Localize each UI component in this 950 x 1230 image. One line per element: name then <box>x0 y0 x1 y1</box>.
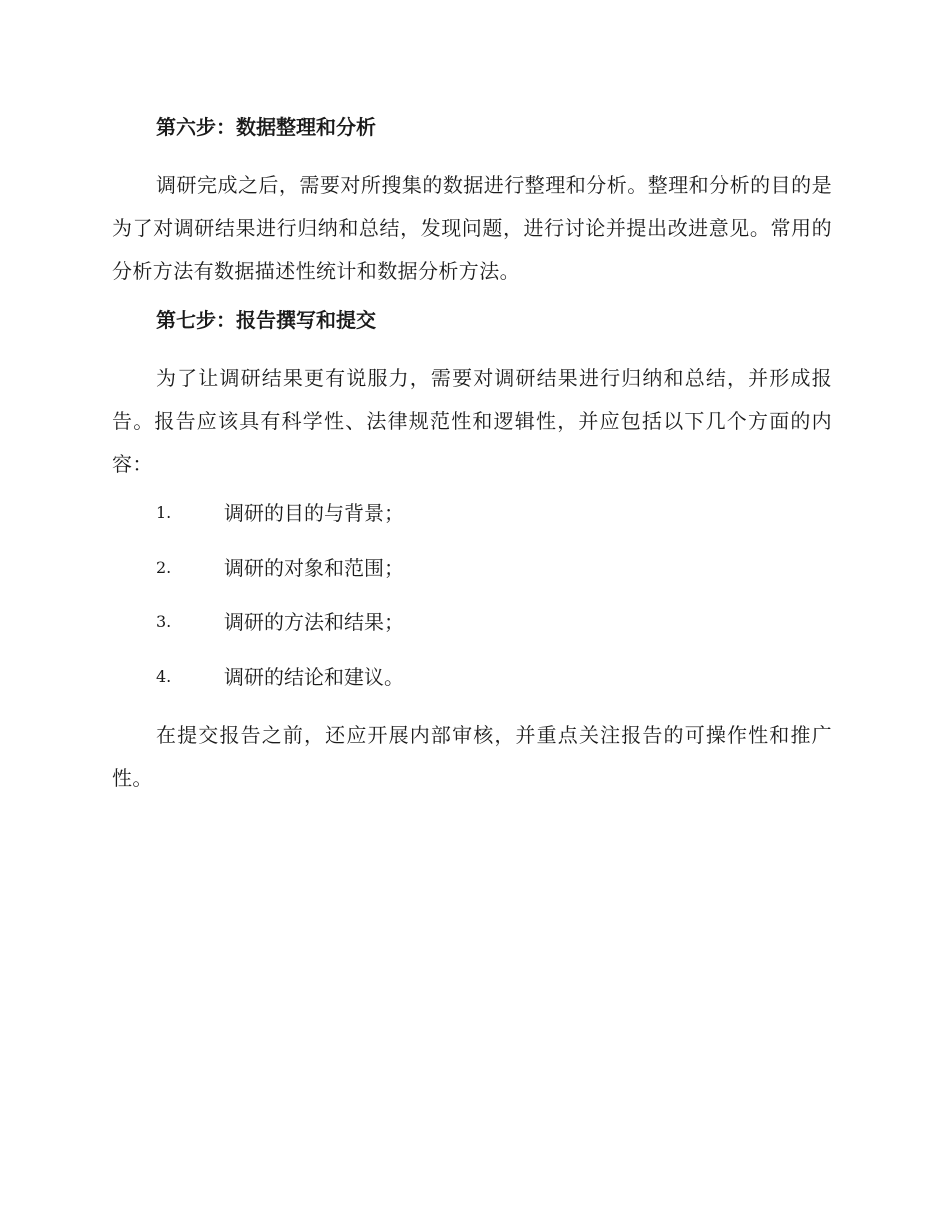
list-item-text: 调研的方法和结果； <box>224 610 404 634</box>
section-heading-step6: 第六步：数据整理和分析 <box>156 115 376 139</box>
list-item-number: 2. <box>156 557 172 577</box>
report-contents-list <box>112 496 832 694</box>
list-item-text: 调研的对象和范围； <box>224 555 404 580</box>
closing-paragraph: 在提交报告之前，还应开展内部审核，并重点关注报告的可操作性和推广性。 <box>112 723 832 790</box>
list-item-number: 1. <box>156 503 172 522</box>
list-item-number: 4. <box>156 666 172 686</box>
list-item-text: 调研的目的与背景； <box>224 501 404 525</box>
list-item <box>112 660 832 694</box>
list-item <box>112 551 832 585</box>
section-paragraph-step6: 调研完成之后，需要对所搜集的数据进行整理和分析。整理和分析的目的是为了对调研结果进行归纳和总结，发现问题，进行讨论并提出改进意见。常用的分析方法有数据描述性统计和数据分析方法。 <box>112 173 832 283</box>
list-item <box>112 605 832 639</box>
list-item-number: 3. <box>156 612 172 631</box>
document-page <box>112 110 832 810</box>
list-item <box>112 496 832 530</box>
section-paragraph-step7: 为了让调研结果更有说服力，需要对调研结果进行归纳和总结，并形成报告。报告应该具有科学性、法律规范性和逻辑性，并应包括以下几个方面的内容： <box>112 366 832 476</box>
section-heading-step7: 第七步：报告撰写和提交 <box>156 308 376 332</box>
list-item-text: 调研的结论和建议。 <box>224 664 404 689</box>
